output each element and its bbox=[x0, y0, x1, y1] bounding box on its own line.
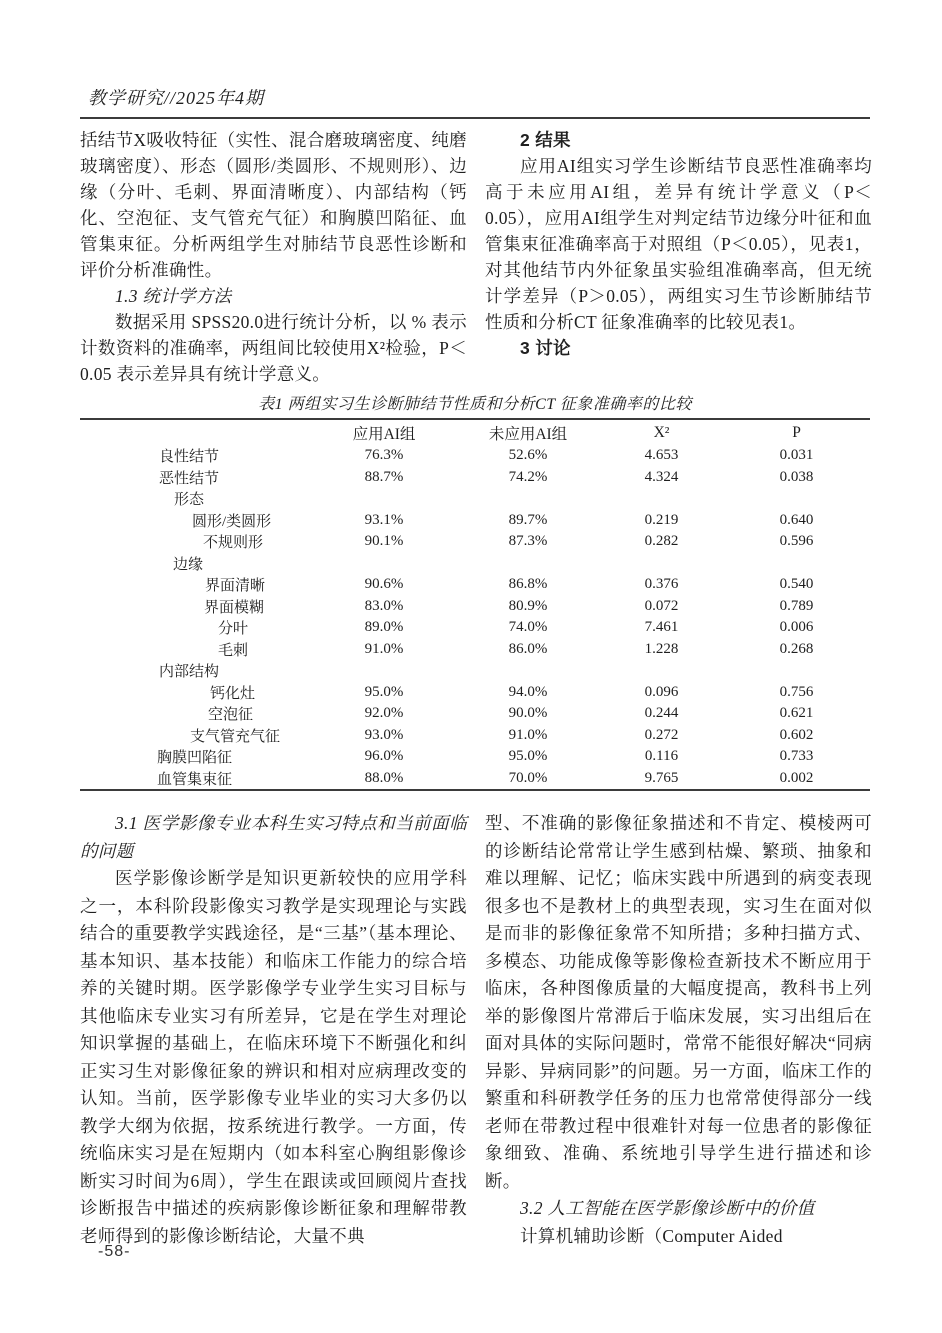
row-value: 0.756 bbox=[779, 683, 814, 700]
row-value: 0.272 bbox=[644, 726, 679, 743]
row-value: 96.0% bbox=[364, 748, 404, 765]
table-row bbox=[80, 445, 870, 467]
paragraph-methods-continuation: 括结节X吸收特征（实性、混合磨玻璃密度、纯磨玻璃密度）、形态（圆形/类圆形、不规则形）、边缘（分叶、毛刺、界面清晰度）、内部结构（钙化、空泡征、支气管充气征）和胸膜凹陷征、血管集束征。分析两组学生对肺结节良恶性诊断和评价分析准确性。 bbox=[80, 130, 467, 280]
row-value: 86.8% bbox=[508, 576, 548, 593]
table-row bbox=[80, 639, 870, 661]
paragraph-statistics: 数据采用 SPSS20.0进行统计分析，以 % 表示计数资料的准确率，两组间比较使用X²检验，P＜0.05 表示差异具有统计学意义。 bbox=[80, 312, 467, 384]
row-value: 0.268 bbox=[779, 640, 814, 657]
row-value bbox=[600, 553, 723, 575]
row-value: 86.0% bbox=[508, 640, 548, 657]
row-value: 0.096 bbox=[644, 683, 679, 700]
row-value: 4.324 bbox=[644, 468, 679, 485]
bottom-right-column bbox=[485, 810, 872, 1250]
row-value: 0.219 bbox=[644, 511, 679, 528]
row-value: 89.7% bbox=[508, 511, 548, 528]
row-label: 血管集束征 bbox=[157, 771, 233, 788]
row-value: 0.282 bbox=[644, 533, 679, 550]
row-label: 支气管充气征 bbox=[190, 728, 281, 745]
heading-3-discussion: 3 讨论 bbox=[520, 338, 571, 358]
heading-2-results: 2 结果 bbox=[520, 130, 571, 150]
row-value: 0.376 bbox=[644, 576, 679, 593]
row-value bbox=[723, 488, 870, 510]
row-value: 0.733 bbox=[779, 748, 814, 765]
paragraph-3-1-continuation: 型、不准确的影像征象描述和不肯定、模棱两可的诊断结论常常让学生感到枯燥、繁琐、抽象和难以理解、记忆；临床实践中所遇到的病变表现很多也不是教材上的典型表现，实习生在面对似是而非的影像征象常不知所措；多种扫描方式、多模态、功能成像等影像检查新技术不断应用于临床，各种图像质量的大幅度提高，教科书上列举的影像图片常滞后于临床发展，实习出组后在面对具体的实际问题时，常常不能很好解决“同病异影、异病同影”的问题。另一方面，临床工作的繁重和科研教学任务的压力也常常使得部分一线老师在带教过程中很难针对每一位患者的影像征象细致、准确、系统地引导学生进行描述和诊断。 bbox=[485, 813, 872, 1191]
row-label: 钙化灶 bbox=[210, 685, 256, 702]
page-number: -58- bbox=[98, 1243, 131, 1260]
top-columns bbox=[80, 127, 872, 387]
row-label: 圆形/类圆形 bbox=[192, 513, 272, 530]
top-left-column bbox=[80, 127, 467, 387]
table-row bbox=[80, 725, 870, 747]
row-value: 80.9% bbox=[508, 597, 548, 614]
heading-3-1: 3.1 医学影像专业本科生实习特点和当前面临的问题 bbox=[80, 813, 467, 861]
row-label: 空泡征 bbox=[208, 707, 254, 724]
row-value: 70.0% bbox=[508, 769, 548, 786]
row-value: 0.002 bbox=[779, 769, 814, 786]
row-value: 92.0% bbox=[364, 705, 404, 722]
paragraph-3-1: 医学影像诊断学是知识更新较快的应用学科之一，本科阶段影像实习教学是实现理论与实践结合的重要教学实践途径，是“三基”（基本理论、基本知识、基本技能）和临床工作能力的综合培养的关键时期。医学影像学专业学生实习目标与其他临床专业实习有所差异，它是在学生对理论知识掌握的基础上，在临床环境下不断强化和纠正实习生对影像征象的辨识和相对应病理改变的认知。当前，医学影像专业毕业的实习大多仍以教学大纲为依据，按系统进行教学。一方面，传统临床实习是在短期内（如本科室心胸组影像诊断实习时间为6周），学生在跟读或回顾阅片查找诊断报告中描述的疾病影像诊断征象和理解带教老师得到的影像诊断结论，大量不典 bbox=[80, 868, 467, 1246]
row-value: 89.0% bbox=[364, 619, 404, 636]
column-header-ai-group: 应用AI组 bbox=[352, 425, 416, 443]
row-value: 90.1% bbox=[364, 533, 404, 550]
row-value: 88.7% bbox=[364, 468, 404, 485]
row-value: 0.602 bbox=[779, 726, 814, 743]
row-value: 90.0% bbox=[508, 705, 548, 722]
row-label: 界面清晰 bbox=[205, 578, 266, 595]
row-value: 0.006 bbox=[779, 619, 814, 636]
row-value: 7.461 bbox=[644, 619, 679, 636]
header-rule bbox=[80, 117, 870, 119]
paragraph-3-2: 计算机辅助诊断（Computer Aided bbox=[520, 1225, 783, 1246]
table-caption: 表1 两组实习生诊断肺结节性质和分析CT 征象准确率的比较 bbox=[258, 396, 692, 413]
bottom-columns bbox=[80, 810, 872, 1250]
row-value bbox=[723, 660, 870, 682]
row-value: 76.3% bbox=[364, 447, 404, 464]
row-value bbox=[456, 488, 600, 510]
row-value: 9.765 bbox=[644, 769, 679, 786]
row-value: 1.228 bbox=[644, 640, 679, 657]
row-label: 分叶 bbox=[218, 621, 249, 638]
row-value: 0.621 bbox=[779, 705, 814, 722]
row-label: 毛刺 bbox=[218, 642, 249, 659]
row-value bbox=[312, 553, 456, 575]
row-label: 恶性结节 bbox=[159, 470, 220, 487]
row-value: 88.0% bbox=[364, 769, 404, 786]
heading-1-3-statistics: 1.3 统计学方法 bbox=[115, 286, 232, 306]
results-table-header bbox=[80, 419, 870, 445]
row-value: 0.540 bbox=[779, 576, 814, 593]
table-zone bbox=[80, 391, 870, 791]
row-label: 界面模糊 bbox=[204, 599, 265, 616]
table-row bbox=[80, 531, 870, 553]
column-header-chi-square: X² bbox=[653, 423, 670, 441]
row-value: 52.6% bbox=[508, 447, 548, 464]
table-row bbox=[80, 510, 870, 532]
table-row bbox=[80, 467, 870, 489]
bottom-left-column bbox=[80, 810, 467, 1250]
row-value bbox=[600, 488, 723, 510]
row-value bbox=[312, 488, 456, 510]
row-value: 95.0% bbox=[364, 683, 404, 700]
row-value: 0.072 bbox=[644, 597, 679, 614]
table-row bbox=[80, 746, 870, 768]
journal-issue-header: 教学研究//2025年4期 bbox=[88, 88, 265, 108]
table-group-row bbox=[80, 488, 870, 510]
table-group-row bbox=[80, 660, 870, 682]
row-value: 0.244 bbox=[644, 705, 679, 722]
table-row bbox=[80, 617, 870, 639]
row-value: 4.653 bbox=[644, 447, 679, 464]
table-row bbox=[80, 596, 870, 618]
results-table-body bbox=[80, 445, 870, 790]
row-value: 91.0% bbox=[364, 640, 404, 657]
row-label: 内部结构 bbox=[159, 664, 220, 681]
row-value bbox=[723, 553, 870, 575]
row-value bbox=[600, 660, 723, 682]
row-label: 边缘 bbox=[173, 556, 204, 573]
row-label: 良性结节 bbox=[159, 449, 220, 466]
results-table bbox=[80, 418, 870, 791]
row-label: 不规则形 bbox=[203, 535, 264, 552]
row-value: 74.2% bbox=[508, 468, 548, 485]
row-value: 91.0% bbox=[508, 726, 548, 743]
row-value: 0.038 bbox=[779, 468, 814, 485]
row-value: 0.116 bbox=[644, 748, 679, 765]
row-value: 83.0% bbox=[364, 597, 404, 614]
table-group-row bbox=[80, 553, 870, 575]
row-value: 87.3% bbox=[508, 533, 548, 550]
row-value: 95.0% bbox=[508, 748, 548, 765]
row-label: 形态 bbox=[174, 492, 205, 509]
row-value: 93.1% bbox=[364, 511, 404, 528]
row-value: 93.0% bbox=[364, 726, 404, 743]
table-row bbox=[80, 768, 870, 791]
paragraph-results: 应用AI组实习学生诊断结节良恶性准确率均高于未应用AI组，差异有统计学意义（P＜0.05），应用AI组学生对判定结节边缘分叶征和血管集束征准确率高于对照组（P＜0.05），见表1，对其他结节内外征象虽实验组准确率高，但无统计学差异（P＞0.05），两组实习生节诊断肺结节性质和分析CT 征象准确率的比较见表1。 bbox=[485, 156, 872, 332]
top-right-column bbox=[485, 127, 872, 387]
row-value: 90.6% bbox=[364, 576, 404, 593]
row-label: 胸膜凹陷征 bbox=[157, 750, 233, 767]
column-header-no-ai-group: 未应用AI组 bbox=[488, 425, 568, 443]
row-value bbox=[456, 660, 600, 682]
row-value: 74.0% bbox=[508, 619, 548, 636]
table-row bbox=[80, 682, 870, 704]
row-value bbox=[456, 553, 600, 575]
table-header-row bbox=[80, 419, 870, 445]
column-header-blank bbox=[80, 419, 312, 445]
column-header-p-value: P bbox=[792, 423, 801, 441]
table-row bbox=[80, 574, 870, 596]
table-row bbox=[80, 703, 870, 725]
row-value bbox=[312, 660, 456, 682]
row-value: 0.789 bbox=[779, 597, 814, 614]
heading-3-2: 3.2 人工智能在医学影像诊断中的价值 bbox=[520, 1198, 815, 1218]
row-value: 0.031 bbox=[779, 447, 814, 464]
row-value: 94.0% bbox=[508, 683, 548, 700]
row-value: 0.596 bbox=[779, 533, 814, 550]
row-value: 0.640 bbox=[779, 511, 814, 528]
